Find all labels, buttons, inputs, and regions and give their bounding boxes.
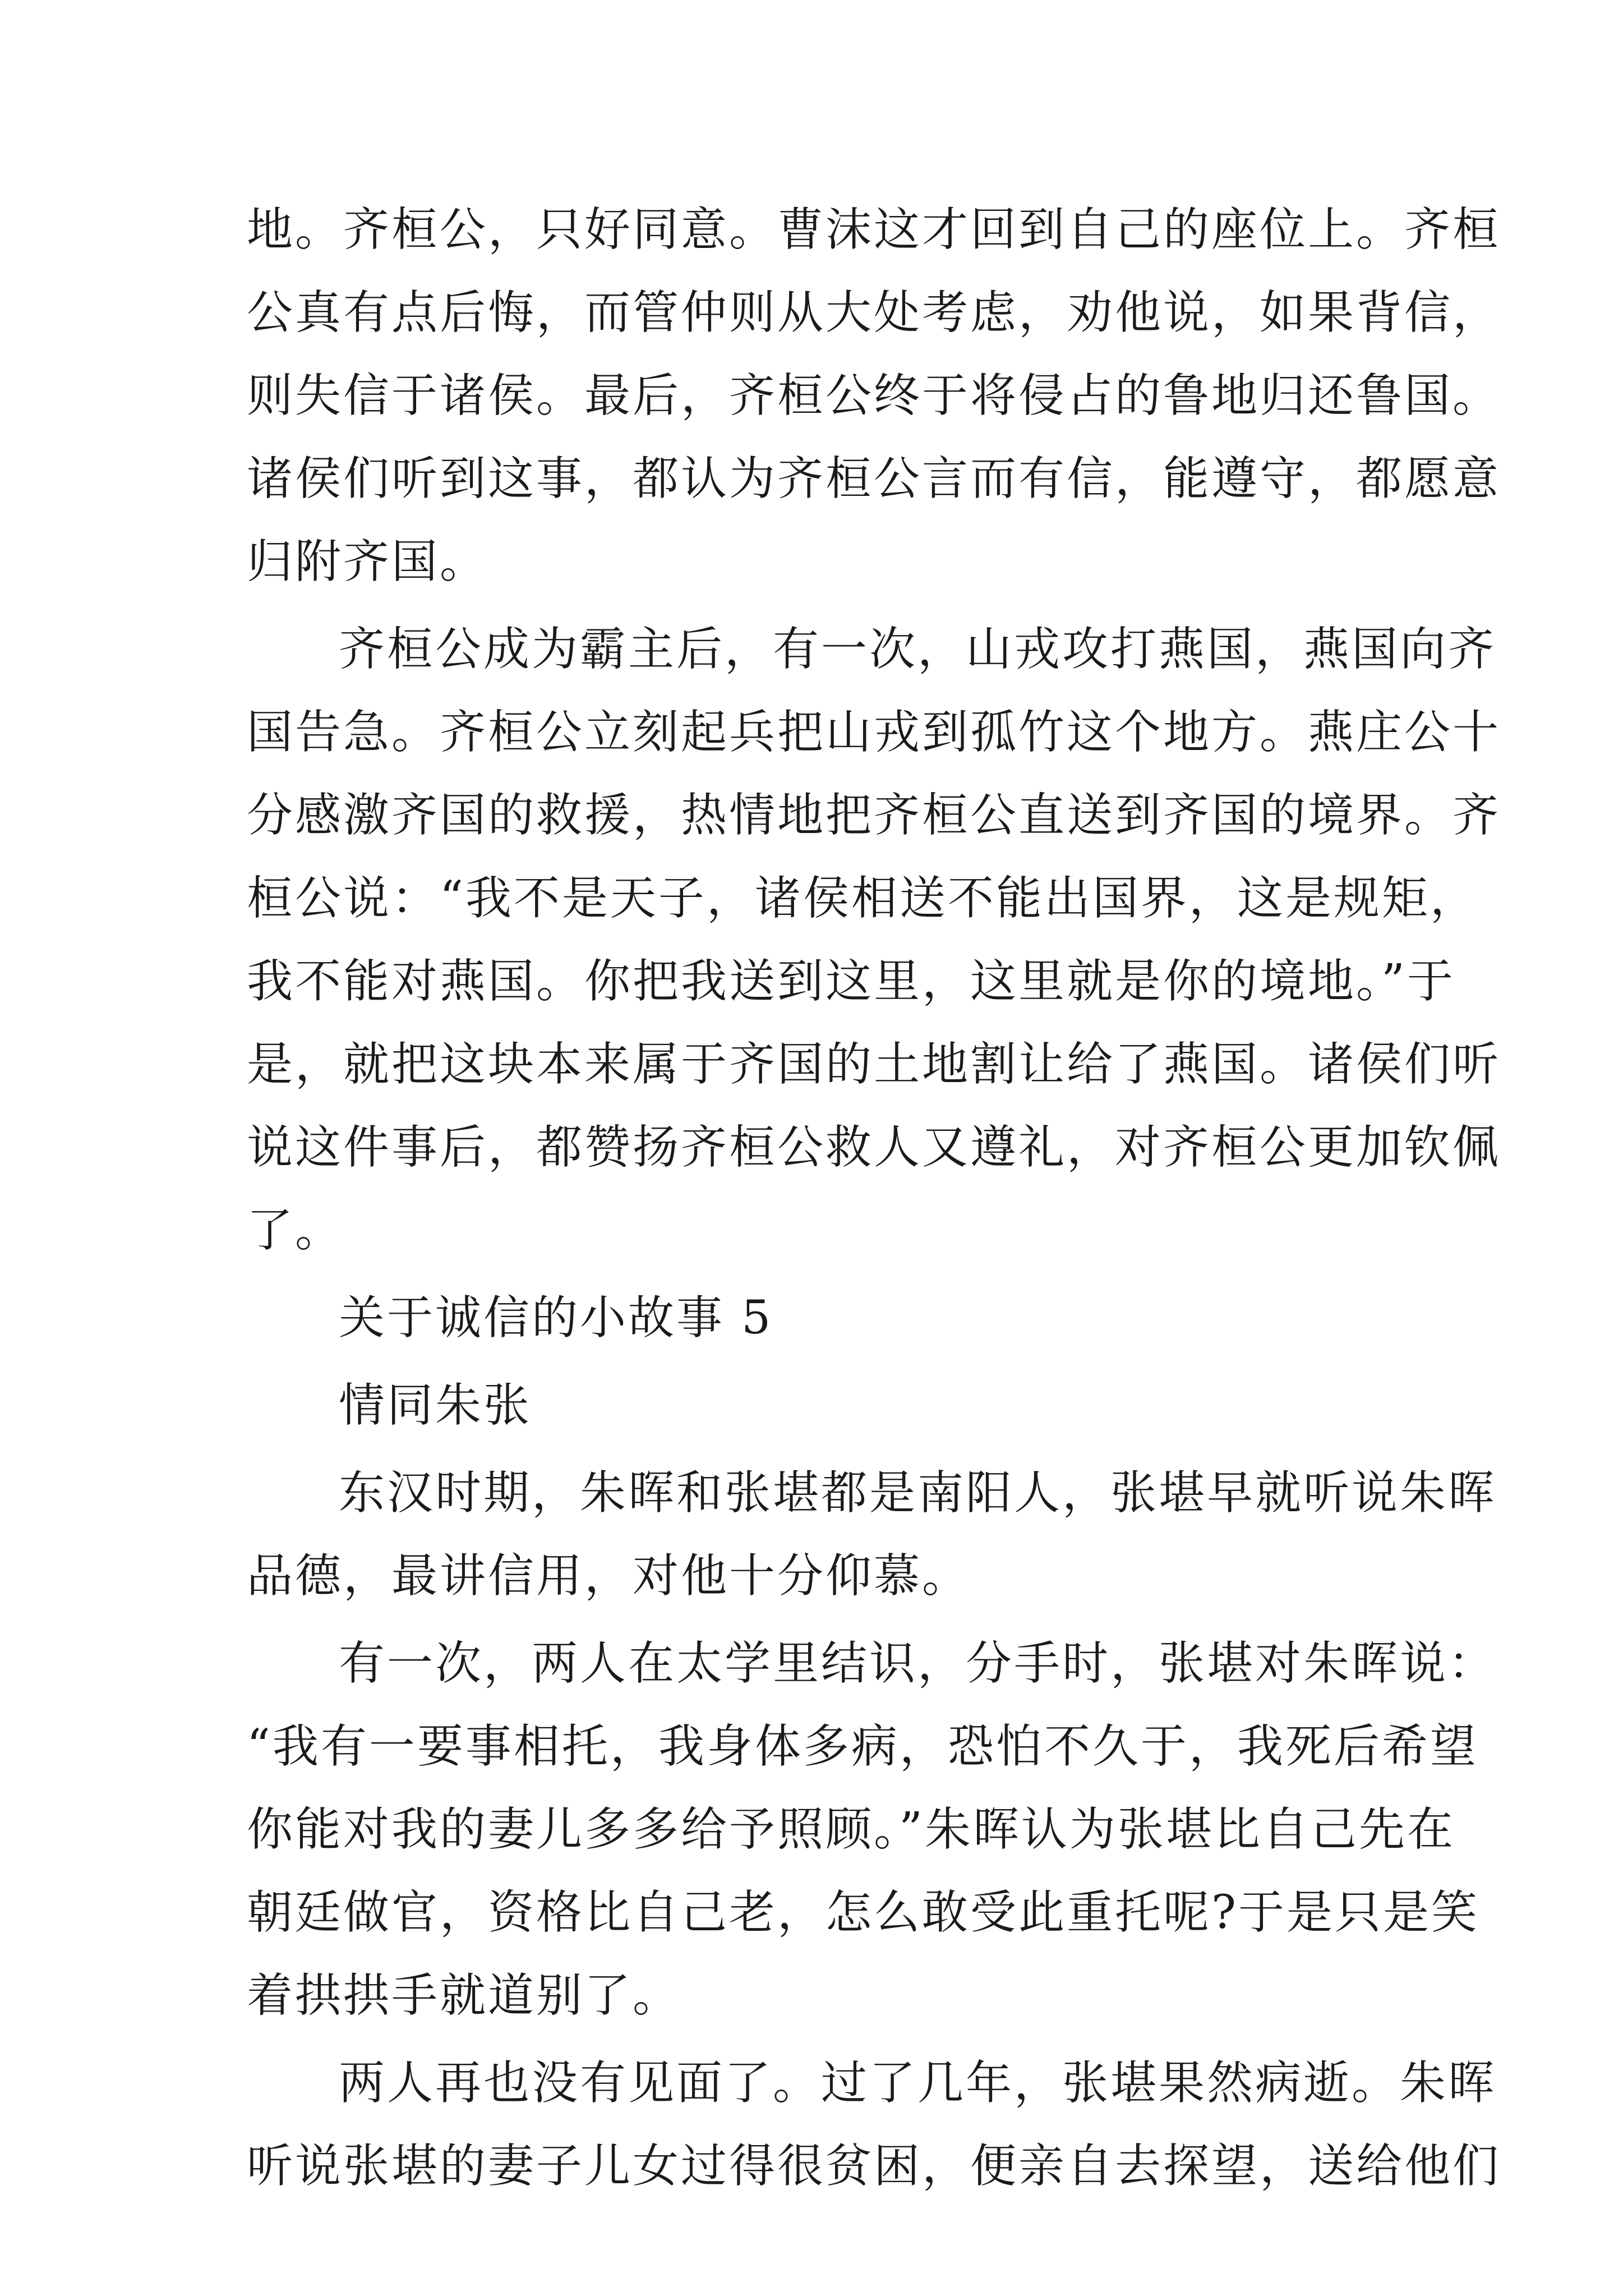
text-line: 了。	[247, 1204, 344, 1257]
text-line: 是，就把这块本来属于齐国的土地割让给了燕国。诸侯们听	[247, 1038, 1501, 1091]
text-line: 桓公说：“我不是天子，诸侯相送不能出国界，这是规矩，	[247, 872, 1478, 925]
text-line: “我有一要事相托，我身体多病，恐怕不久于，我死后希望	[247, 1720, 1478, 1773]
text-line: 则失信于诸侯。最后，齐桓公终于将侵占的鲁地归还鲁国。	[247, 369, 1501, 422]
paragraph-4	[247, 1622, 1497, 2037]
text-line: 两人再也没有见面了。过了几年，张堪果然病逝。朱晖	[339, 2056, 1497, 2110]
text-line: 东汉时期，朱晖和张堪都是南阳人，张堪早就听说朱晖	[339, 1466, 1497, 1520]
document-body	[247, 188, 1501, 2208]
text-line: 我不能对燕国。你把我送到这里，这里就是你的境地。”于	[247, 955, 1455, 1008]
text-line: 公真有点后悔，而管仲则从大处考虑，劝他说，如果背信，	[247, 286, 1501, 339]
text-line: 诸侯们听到这事，都认为齐桓公言而有信，能遵守，都愿意	[247, 452, 1501, 505]
text-line: 国告急。齐桓公立刻起兵把山戎到孤竹这个地方。燕庄公十	[247, 706, 1501, 759]
text-line: 归附齐国。	[247, 535, 488, 588]
text-line: 齐桓公成为霸主后，有一次，山戎攻打燕国，燕国向齐	[339, 623, 1497, 676]
paragraph-3	[247, 1452, 1497, 1618]
paragraph-5	[247, 2042, 1501, 2208]
text-line: 着拱拱手就道别了。	[247, 1969, 681, 2022]
text-line: 说这件事后，都赞扬齐桓公救人又遵礼，对齐桓公更加钦佩	[247, 1121, 1501, 1174]
text-line: 地。齐桓公，只好同意。曹沫这才回到自己的座位上。齐桓	[247, 203, 1501, 256]
text-line: 听说张堪的妻子儿女过得很贫困，便亲自去探望，送给他们	[247, 2139, 1501, 2193]
section-heading: 关于诚信的小故事 5	[339, 1291, 773, 1345]
text-line: 品德，最讲信用，对他十分仰慕。	[247, 1549, 971, 1603]
text-line: 分感激齐国的救援，热情地把齐桓公直送到齐国的境界。齐	[247, 789, 1501, 842]
text-line: 你能对我的妻儿多多给予照顾。”朱晖认为张堪比自己先在	[247, 1803, 1455, 1856]
paragraph-1	[247, 188, 1501, 604]
story-title: 情同朱张	[339, 1379, 532, 1432]
text-line: 有一次，两人在太学里结识，分手时，张堪对朱晖说：	[339, 1637, 1497, 1690]
text-line: 朝廷做官，资格比自己老，怎么敢受此重托呢?于是只是笑	[247, 1886, 1479, 1939]
paragraph-2	[247, 608, 1501, 1272]
